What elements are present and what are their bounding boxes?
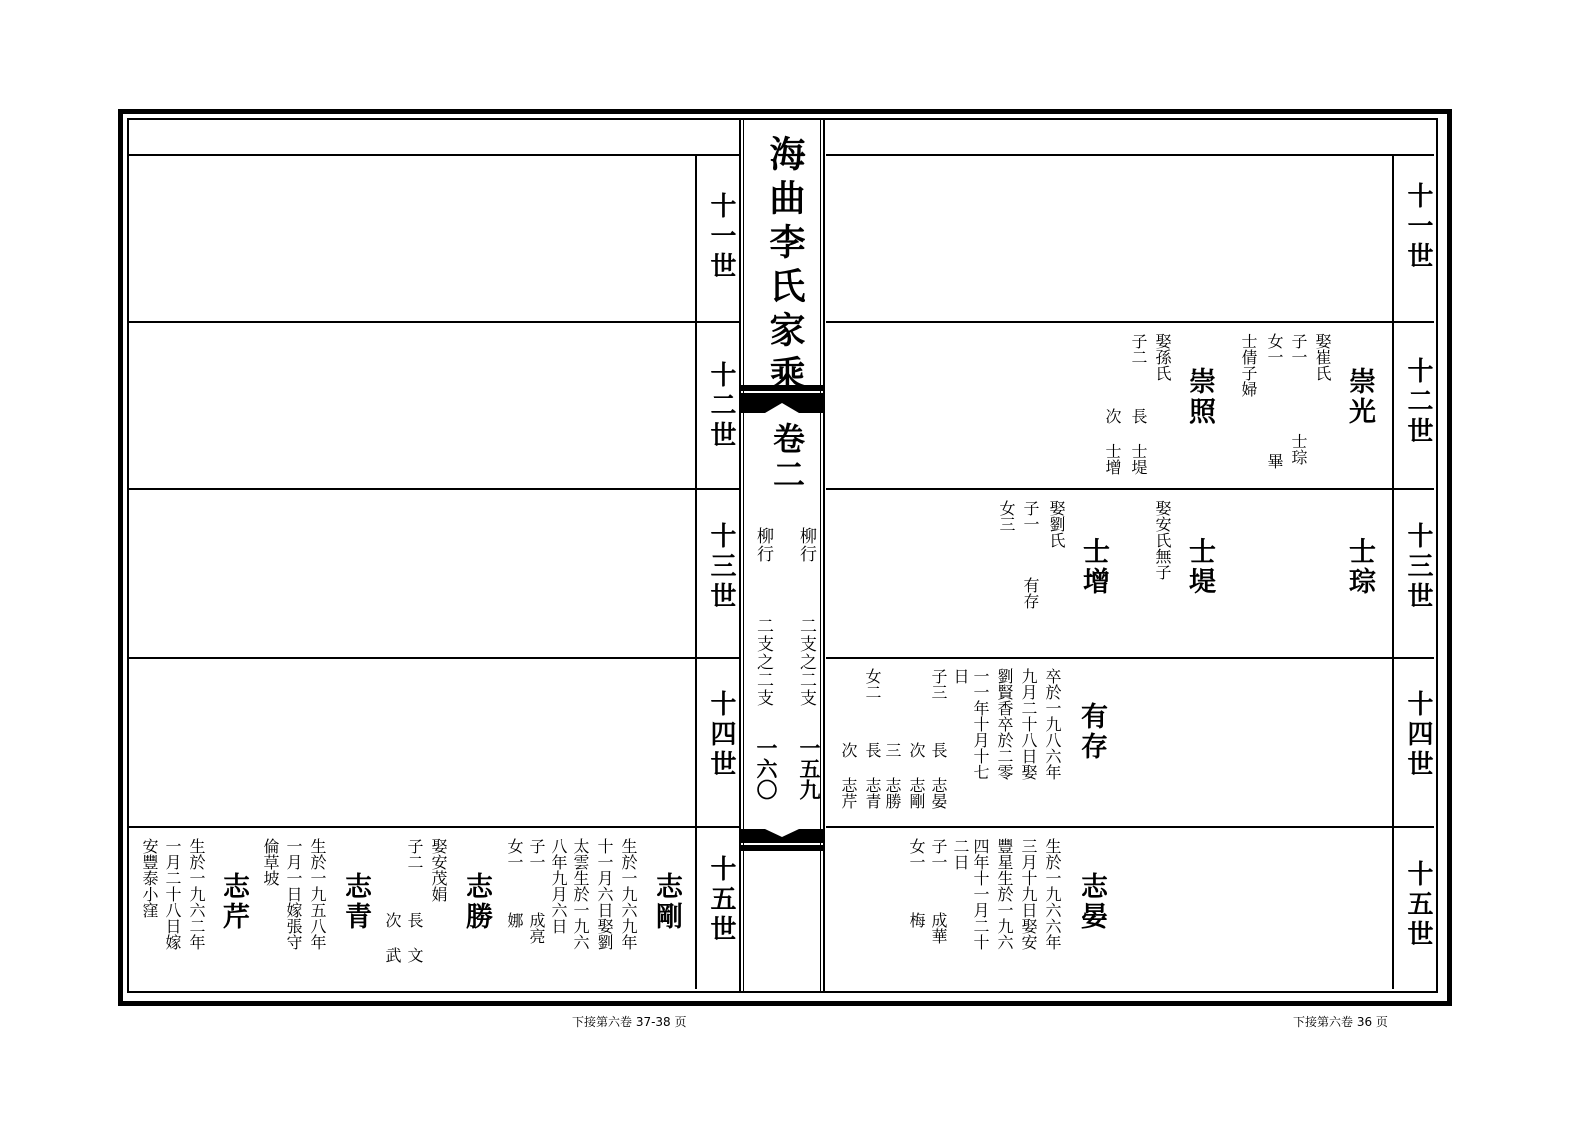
shizeng-daughters: 女三 bbox=[997, 500, 1016, 532]
zhigang-sons: 子一 bbox=[527, 838, 546, 870]
right-row-rule bbox=[826, 826, 1434, 828]
youcun-child: 次 志剛 bbox=[907, 742, 926, 809]
zhiqin-bio-line-3: 安豐泰小窪 bbox=[140, 838, 159, 918]
youcun-child: 次 志芹 bbox=[839, 742, 858, 809]
chongzhao-spouse: 娶孫氏 bbox=[1153, 333, 1172, 381]
shizeng-sons: 子一 bbox=[1021, 500, 1040, 532]
zhisheng-child-1: 長 文 bbox=[405, 912, 424, 963]
zhiqin-bio-line-1: 生於一九六二年 bbox=[187, 838, 206, 950]
right-gen-label-11: 十一世 bbox=[1403, 182, 1433, 272]
zhiqing-bio-line-3: 倫草坡 bbox=[261, 838, 280, 886]
person-name-zhiqing: 志青 bbox=[340, 872, 371, 932]
left-row-rule bbox=[129, 826, 741, 828]
chongguang-sons: 子一 bbox=[1289, 333, 1308, 365]
person-name-zhiqin: 志芹 bbox=[218, 872, 249, 932]
right-generation-divider bbox=[1392, 154, 1394, 989]
left-generation-divider bbox=[695, 154, 697, 989]
zhisheng-sons: 子二 bbox=[405, 838, 424, 870]
right-row-rule bbox=[826, 321, 1434, 323]
shizeng-child: 有存 bbox=[1021, 577, 1040, 609]
youcun-child: 長 志青 bbox=[863, 742, 882, 809]
right-row-rule bbox=[826, 488, 1434, 490]
zhigang-bio-line-3: 太雲生於一九六 bbox=[571, 838, 590, 950]
person-name-zhisheng: 志勝 bbox=[461, 872, 492, 932]
chongguang-child: 士琮 bbox=[1289, 433, 1308, 465]
chongzhao-sons: 子二 bbox=[1129, 333, 1148, 365]
left-header-rule bbox=[129, 154, 741, 156]
chongguang-daughters: 女一 bbox=[1265, 333, 1284, 365]
zhiyan-sons: 子一 bbox=[929, 838, 948, 870]
person-name-shiti: 士堤 bbox=[1184, 537, 1215, 597]
zhiqing-bio-line-1: 生於一九五八年 bbox=[308, 838, 327, 950]
left-row-rule bbox=[129, 488, 741, 490]
chongguang-child-note: 畢 bbox=[1265, 453, 1284, 469]
left-page-footer: 下接第六卷 37-38 页 bbox=[572, 1015, 687, 1029]
zhigang-child-1: 成亮 bbox=[527, 912, 546, 944]
youcun-daughters: 女二 bbox=[863, 668, 882, 700]
spine-page-number-left: 一六〇 bbox=[754, 737, 779, 800]
left-gen-label-13: 十三世 bbox=[706, 522, 736, 612]
shiti-spouse: 娶安氏無子 bbox=[1153, 500, 1172, 580]
right-row-rule bbox=[826, 657, 1434, 659]
right-page-footer: 下接第六卷 36 页 bbox=[1293, 1015, 1388, 1029]
chongguang-note: 士倩子婦 bbox=[1239, 333, 1258, 397]
shizeng-spouse: 娶劉氏 bbox=[1047, 500, 1066, 548]
spine-title: 海曲李氏家乘 bbox=[764, 135, 806, 399]
chongzhao-child-1: 長 士堤 bbox=[1129, 408, 1148, 475]
zhiyan-bio-line-5: 二日 bbox=[951, 838, 970, 870]
person-name-chongguang: 崇光 bbox=[1344, 367, 1375, 427]
zhiqing-bio-line-2: 一月一日嫁張守 bbox=[284, 838, 303, 950]
left-gen-label-12: 十二世 bbox=[706, 361, 736, 451]
left-gen-label-11: 十一世 bbox=[706, 192, 736, 282]
youcun-child: 長 志晏 bbox=[929, 742, 948, 809]
zhigang-bio-line-2: 十一月六日娶劉 bbox=[595, 838, 614, 950]
zhisheng-spouse: 娶安茂娟 bbox=[429, 838, 448, 902]
zhiyan-child-2: 梅 bbox=[907, 912, 926, 928]
person-name-chongzhao: 崇照 bbox=[1184, 367, 1215, 427]
left-row-rule bbox=[129, 321, 741, 323]
zhigang-bio-line-4: 八年九月六日 bbox=[549, 838, 568, 934]
zhiyan-bio-line-1: 生於一九六六年 bbox=[1043, 838, 1062, 950]
zhisheng-child-2: 次 武 bbox=[383, 912, 402, 963]
chongguang-spouse: 娶崔氏 bbox=[1313, 333, 1332, 381]
right-gen-label-14: 十四世 bbox=[1403, 690, 1433, 780]
person-name-zhiyan: 志晏 bbox=[1076, 872, 1107, 932]
spine-volume: 卷二 bbox=[768, 422, 806, 494]
left-row-rule bbox=[129, 657, 741, 659]
left-gen-label-15: 十五世 bbox=[706, 855, 736, 945]
zhiyan-bio-line-2: 三月十九日娶安 bbox=[1019, 838, 1038, 950]
right-gen-label-12: 十二世 bbox=[1403, 357, 1433, 447]
spine-subbranch-left: 二支之二支 bbox=[753, 617, 773, 707]
zhiyan-child-1: 成華 bbox=[929, 912, 948, 944]
zhigang-bio-line-1: 生於一九六九年 bbox=[619, 838, 638, 950]
left-gen-label-14: 十四世 bbox=[706, 690, 736, 780]
youcun-sons: 子三 bbox=[929, 668, 948, 700]
spine-branch-right: 柳行 bbox=[796, 527, 816, 563]
zhiyan-bio-line-3: 豐星生於一九六 bbox=[995, 838, 1014, 950]
person-name-youcun: 有存 bbox=[1076, 702, 1107, 762]
person-name-shicong: 士琮 bbox=[1344, 537, 1375, 597]
right-gen-label-15: 十五世 bbox=[1403, 860, 1433, 950]
zhiqin-bio-line-2: 一月二十八日嫁 bbox=[163, 838, 182, 950]
chongzhao-child-2: 次 士增 bbox=[1103, 408, 1122, 475]
youcun-bio-line-2: 九月二十八日娶 bbox=[1019, 668, 1038, 780]
zhigang-child-2: 娜 bbox=[505, 912, 524, 928]
spine-bottom-bar bbox=[739, 845, 825, 851]
zhiyan-daughters: 女一 bbox=[907, 838, 926, 870]
zhiyan-bio-line-4: 四年十一月二十 bbox=[971, 838, 990, 950]
youcun-bio-line-5: 日 bbox=[951, 668, 970, 684]
youcun-bio-line-3: 劉賢香卒於二零 bbox=[995, 668, 1014, 780]
zhigang-daughters: 女一 bbox=[505, 838, 524, 870]
person-name-zhigang: 志剛 bbox=[651, 872, 682, 932]
spine-subbranch-right: 二支之二支 bbox=[796, 617, 816, 707]
person-name-shizeng: 士增 bbox=[1078, 537, 1109, 597]
spine-bottom-fishtail bbox=[739, 829, 825, 843]
spine-page-number-right: 一五九 bbox=[797, 737, 822, 800]
youcun-bio-line-1: 卒於一九八六年 bbox=[1043, 668, 1062, 780]
youcun-child: 三 志勝 bbox=[883, 742, 902, 809]
right-gen-label-13: 十三世 bbox=[1403, 522, 1433, 612]
right-header-rule bbox=[826, 154, 1434, 156]
youcun-bio-line-4: 一一年十月十七 bbox=[971, 668, 990, 780]
spine-branch-left: 柳行 bbox=[753, 527, 773, 563]
